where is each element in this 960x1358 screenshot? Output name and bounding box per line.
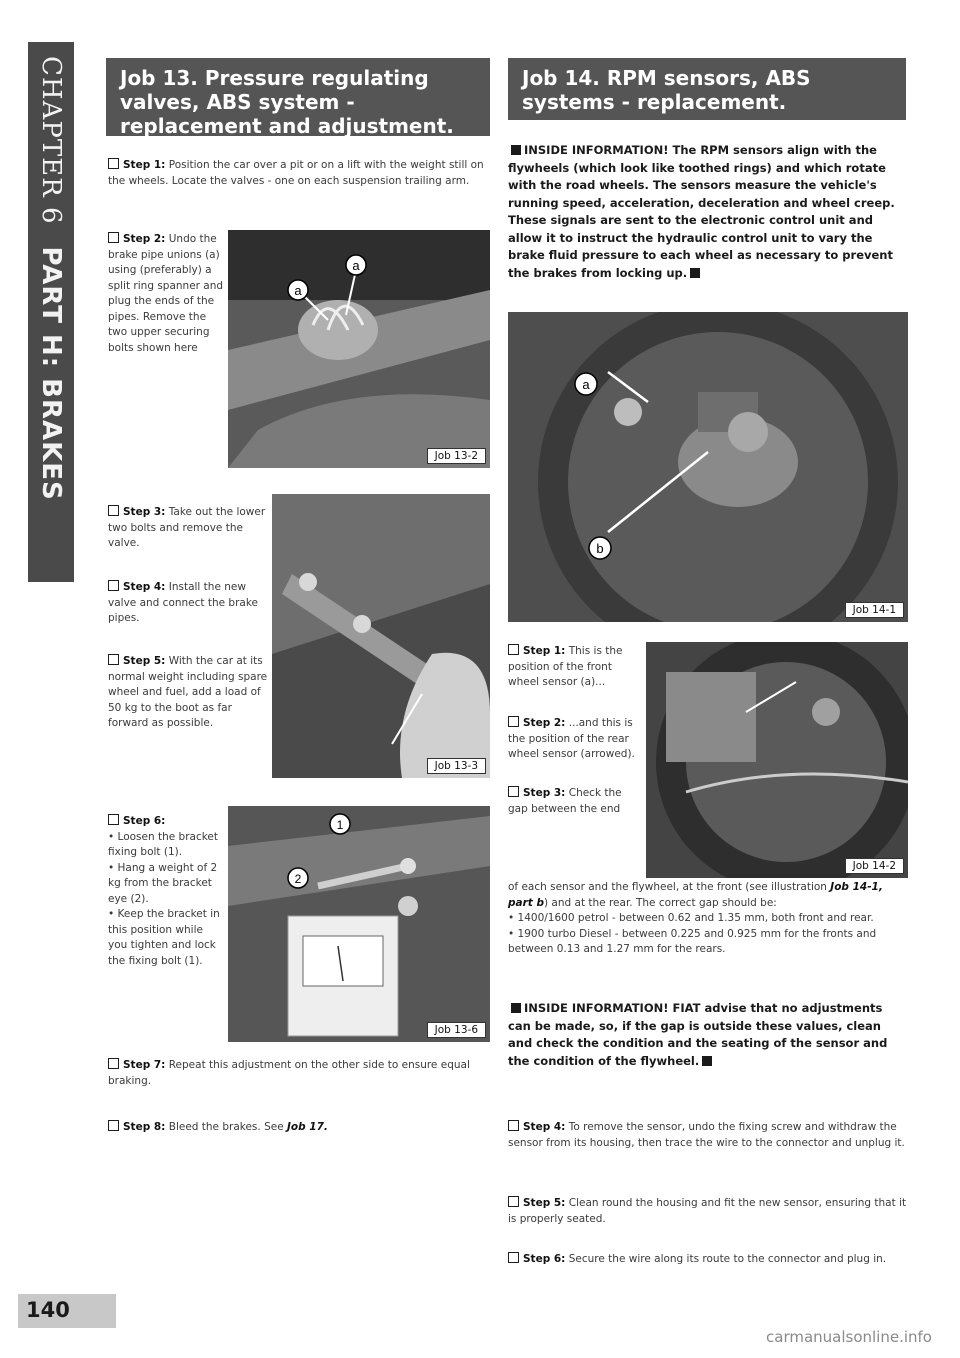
valve-photo-illustration bbox=[228, 230, 490, 468]
checkbox-icon[interactable] bbox=[508, 1252, 519, 1263]
job14-step1: Step 1: This is the position of the front wheel sensor (a)... bbox=[508, 645, 623, 688]
job13-header bbox=[106, 58, 490, 136]
job14-title: Job 14. RPM sensors, ABS systems - replacement. bbox=[522, 66, 811, 114]
photo-job14-1 bbox=[508, 312, 908, 622]
job13-step1: Step 1: Position the car over a pit or on a lift with the weight still on the wheels. Locate the valves - one on each suspension trailing arm. bbox=[108, 159, 484, 187]
watermark: carmanualsonline.info bbox=[766, 1328, 932, 1346]
job14-step3-continued: of each sensor and the flywheel, at the front (see illustration Job 14-1, part b) and at the rear. The correct gap should be: • 1400/1600 petrol - between 0.62 and 1.35 mm, both front and rear. • 1900 turbo Diesel - between 0.225 and 0.925 mm for the fronts and between 0.13 and 1.27 mm for the rears. bbox=[508, 881, 883, 955]
job14-header bbox=[508, 58, 906, 120]
photo-job13-2 bbox=[228, 230, 490, 468]
photo-label: Job 13-3 bbox=[427, 758, 486, 774]
bracket-weight-photo-illustration bbox=[228, 806, 490, 1042]
checkbox-icon[interactable] bbox=[108, 654, 119, 665]
checkbox-icon[interactable] bbox=[108, 505, 119, 516]
job14-step4: Step 4: To remove the sensor, undo the fixing screw and withdraw the sensor from its housing, then trace the wire to the connector and unplug it. bbox=[508, 1121, 905, 1149]
callout-a: a bbox=[352, 258, 360, 273]
info-end-marker-icon bbox=[702, 1056, 712, 1066]
job14-inside-info-1: INSIDE INFORMATION! The RPM sensors align with the flywheels (which look like toothed rings) and which rotate with the road wheels. The sensors measure the vehicle's running speed, acceleration, deceleration and wheel creep. These signals are sent to the electronic control unit and allow it to instruct the hydraulic control unit to vary the brake fluid pressure to each wheel as necessary to prevent the brakes from locking up. bbox=[508, 143, 895, 280]
callout-b: b bbox=[596, 541, 604, 556]
photo-job13-3 bbox=[272, 494, 490, 778]
checkbox-icon[interactable] bbox=[108, 580, 119, 591]
checkbox-icon[interactable] bbox=[508, 786, 519, 797]
checkbox-icon[interactable] bbox=[108, 814, 119, 825]
checkbox-icon[interactable] bbox=[508, 1196, 519, 1207]
photo-label: Job 13-6 bbox=[427, 1022, 486, 1038]
rear-wheel-sensor-photo-illustration bbox=[646, 642, 908, 878]
job13-step8: Step 8: Bleed the brakes. See Job 17. bbox=[108, 1120, 488, 1136]
callout-a: a bbox=[582, 377, 590, 392]
page-number-box bbox=[18, 1294, 116, 1328]
checkbox-icon[interactable] bbox=[108, 1058, 119, 1069]
photo-label: Job 13-2 bbox=[427, 448, 486, 464]
checkbox-icon[interactable] bbox=[508, 644, 519, 655]
photo-job13-6 bbox=[228, 806, 490, 1042]
callout-2: 2 bbox=[294, 872, 302, 886]
checkbox-icon[interactable] bbox=[108, 158, 119, 169]
checkbox-icon[interactable] bbox=[508, 716, 519, 727]
job14-step6: Step 6: Secure the wire along its route to the connector and plug in. bbox=[508, 1252, 908, 1268]
photo-job14-2 bbox=[646, 642, 908, 878]
job14-inside-info-2: INSIDE INFORMATION! FIAT advise that no adjustments can be made, so, if the gap is outside these values, clean and check the condition and the seating of the sensor and the condition of the flywheel. bbox=[508, 1001, 888, 1068]
checkbox-icon[interactable] bbox=[108, 1120, 119, 1131]
chapter-label: CHAPTER 6 bbox=[36, 56, 66, 225]
job13-step5: Step 5: With the car at its normal weight including spare wheel and fuel, add a load of 50 kg to the boot as far forward as possible. bbox=[108, 655, 268, 729]
callout-1: 1 bbox=[336, 818, 344, 832]
front-wheel-sensor-photo-illustration bbox=[508, 312, 908, 622]
info-marker-icon bbox=[511, 145, 521, 155]
checkbox-icon[interactable] bbox=[108, 232, 119, 243]
job13-step3: Step 3: Take out the lower two bolts and remove the valve. bbox=[108, 506, 266, 549]
job14-step5: Step 5: Clean round the housing and fit the new sensor, ensuring that it is properly seated. bbox=[508, 1197, 907, 1225]
chapter-side-tab bbox=[28, 42, 74, 582]
job13-title: Job 13. Pressure regulating valves, ABS system - replacement and adjustment. bbox=[120, 66, 454, 138]
callout-a: a bbox=[294, 283, 302, 298]
job14-step3: Step 3: Check the gap between the end bbox=[508, 787, 622, 815]
valve-removal-photo-illustration bbox=[272, 494, 490, 778]
info-end-marker-icon bbox=[690, 268, 700, 278]
job13-step7: Step 7: Repeat this adjustment on the other side to ensure equal braking. bbox=[108, 1059, 470, 1087]
checkbox-icon[interactable] bbox=[508, 1120, 519, 1131]
job13-step4: Step 4: Install the new valve and connect the brake pipes. bbox=[108, 581, 259, 624]
job14-step2: Step 2: ...and this is the position of the rear wheel sensor (arrowed). bbox=[508, 717, 635, 760]
photo-label: Job 14-2 bbox=[845, 858, 904, 874]
job13-step6: Step 6: • Loosen the bracket fixing bolt (1). • Hang a weight of 2 kg from the bracket eye (2). • Keep the bracket in this position while you tighten and lock the fixing bolt (1). bbox=[108, 815, 220, 967]
page-number: 140 bbox=[26, 1298, 70, 1322]
job13-step2: Step 2: Undo the brake pipe unions (a) using (preferably) a split ring spanner and plug the ends of the pipes. Remove the two upper securing bolts shown here bbox=[108, 233, 224, 354]
part-label: PART H: BRAKES bbox=[36, 246, 66, 501]
photo-label: Job 14-1 bbox=[845, 602, 904, 618]
info-marker-icon bbox=[511, 1003, 521, 1013]
